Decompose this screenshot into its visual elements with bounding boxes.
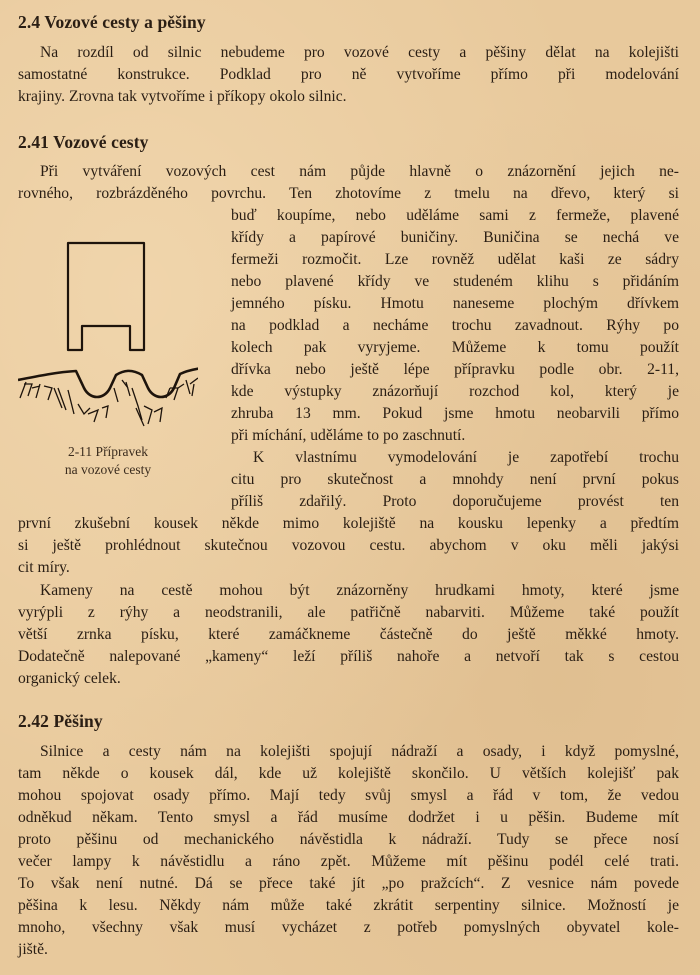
text-line: nebo plavené křídy ve studeném klihu s přidáním [231,273,679,290]
text-line: samostatné konstrukce. Podklad pro ně vytvoříme přímo při modelování [18,66,679,83]
text-line: Při vytváření vozových cest nám půjde hlavně o znázornění jejich ne- [40,163,679,180]
text-line: Na rozdíl od silnic nebudeme pro vozové cesty a pěšiny dělat na kolejišti [40,44,679,61]
text-line: vyrýpli z rýhy a neodstranili, ale patřičně nabarviti. Můžeme také použít [18,604,679,621]
text-line: Silnice a cesty nám na kolejišti spojují nádraží a osady, i když pomyslné, [40,743,679,760]
figure-caption-line2: na vozové cesty [64,462,152,477]
figure-2-11 [18,238,198,478]
text-line: buď koupíme, nebo uděláme sami z fermeže, plavené [231,207,679,224]
subsection-heading: 2.42 Pěšiny [18,711,103,731]
text-line: fermeži rozmočit. Lze rovněž udělat kaši ze sádry [231,251,679,268]
text-line: kolech pak vyryjeme. Můžeme k tomu použít [231,339,679,356]
subsection-heading: 2.41 Vozové cesty [18,132,149,152]
text-line: větší zrnka písku, které zamáčkneme částečně do ještě měkké hmoty. [18,626,679,643]
text-line: kde výstupky znázorňují rozchod kol, který je [231,383,679,400]
text-line: při míchání, uděláme to po zaschnutí. [231,427,466,444]
text-line: cit míry. [18,559,70,576]
text-line: zhruba 13 mm. Pokud jsme hmotu neobarvili přímo [231,405,679,422]
text-line: To však není nutné. Dá se přece také jít „po pražcích“. Z vesnice nám povede [18,875,679,892]
text-line: jemného písku. Hmotu naneseme plochým dřívkem [231,295,679,312]
text-line: mohou spojovat osady přímo. Mají tedy svůj smysl a řád v tom, že vedou [18,787,679,804]
text-line: tam někde o kousek dál, kde už kolejiště skončilo. U větších kolejišť pak [18,765,679,782]
text-line: na podklad a necháme trochu zavadnout. Rýhy po [231,317,679,334]
text-line: pěšina k lesu. Někdy nám může také zkrátit serpentiny silnice. Možností je [18,897,679,914]
section-heading: 2.4 Vozové cesty a pěšiny [18,12,206,32]
text-line: si ještě prohlédnout skutečnou vozovou cestu. abychom v oku měli jakýsi [18,537,679,554]
text-line: Dodatečně nalepované „kameny“ leží příliš nahoře a netvoří tak s cestou [18,648,679,665]
text-line: jiště. [18,941,48,958]
text-line: krajiny. Zrovna tak vytvoříme i příkopy okolo silnic. [18,88,347,105]
road-tool-illustration [18,238,198,428]
figure-caption-line1: 2-11 Přípravek [67,444,149,459]
text-line: citu pro skutečnost a mnohdy není první pokus [231,471,679,488]
text-line: dřívka nebo ještě lépe přípravku podle obr. 2-11, [231,361,679,378]
text-line: mnoho, všechny však musí vycházet z potřeb pomyslných obyvatel kole- [18,919,679,936]
text-line: křídy a papírové buničiny. Buničina se nechá ve [231,229,679,246]
text-line: odněkud někam. Tento smysl a řád musíme dodržet i u pěšin. Budeme mít [18,809,679,826]
text-line: večer lampy k návěstidlu a ráno zpět. Můžeme mít pěšinu podél celé trati. [18,853,679,870]
text-line: rovného, rozbrázděného povrchu. Ten zhotovíme z tmelu na dřevo, který si [18,185,679,202]
text-line: první zkušební kousek někde mimo kolejiště na kousku lepenky a předtím [18,515,679,532]
text-line: proto pěšinu od mechanického návěstidla k nádraží. Tudy se přece nosí [18,831,679,848]
text-line: příliš zdařilý. Proto doporučujeme provést ten [231,493,679,510]
text-line: K vlastnímu vymodelování je zapotřebí trochu [253,449,679,466]
text-line: organický celek. [18,670,121,687]
text-line: Kameny na cestě mohou být znázorněny hrudkami hmoty, které jsme [40,582,679,599]
